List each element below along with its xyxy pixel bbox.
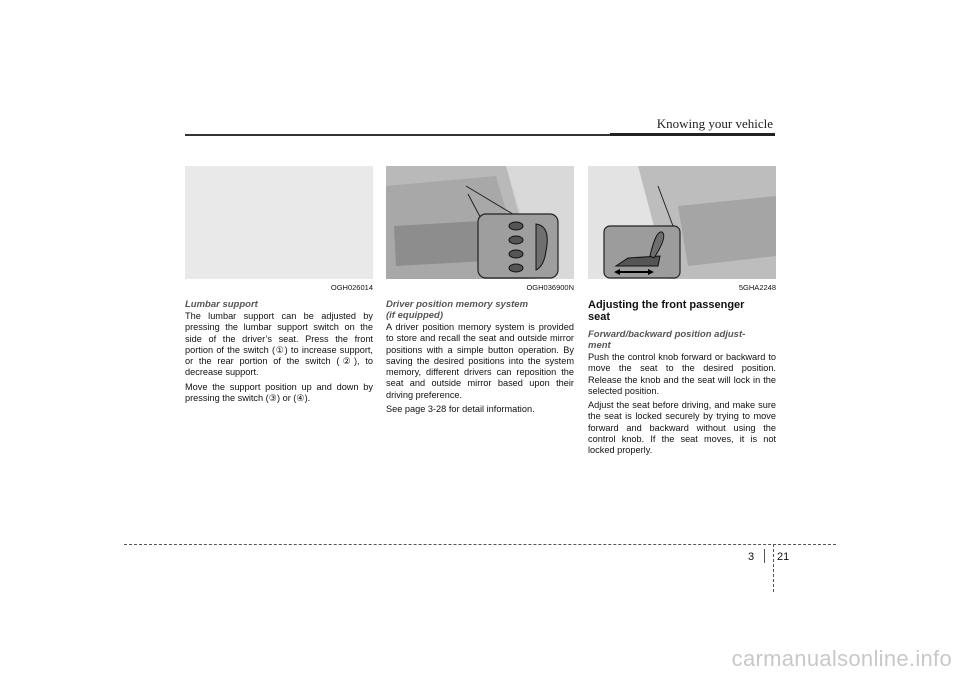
watermark: carmanualsonline.info bbox=[731, 646, 952, 671]
column-memory-system bbox=[386, 166, 574, 418]
footer-vertical-rule bbox=[773, 544, 774, 592]
paragraph: The lumbar support can be adjusted by pressing the lumbar support switch on the side of the driver’s seat. Press the front portion of the switch (①) to increase support, or the rear portion of the switch (②), to decrease support. bbox=[185, 311, 373, 378]
heading-line: seat bbox=[588, 311, 611, 323]
subhead-line: ment bbox=[588, 340, 611, 351]
paragraph: Move the support position up and down by pressing the switch (③) or (④). bbox=[185, 381, 373, 404]
heading-line: Adjusting the front passenger bbox=[588, 299, 745, 311]
subhead-line: Forward/backward position adjust- bbox=[588, 329, 746, 340]
page-number: 21 bbox=[777, 551, 790, 563]
header-rule-accent bbox=[610, 133, 775, 136]
passenger-seat-figure bbox=[588, 166, 776, 279]
paragraph: See page 3-28 for detail information. bbox=[386, 404, 535, 415]
subhead-line: Driver position memory system bbox=[386, 299, 529, 310]
column-passenger-seat bbox=[588, 166, 776, 460]
header-title: Knowing your vehicle bbox=[656, 116, 773, 131]
section-subhead: Lumbar support bbox=[185, 299, 258, 310]
column-lumbar-support bbox=[185, 166, 373, 407]
figure-code: 5GHA2248 bbox=[738, 283, 776, 292]
section-subhead bbox=[386, 299, 574, 321]
figure-code: OGH036900N bbox=[526, 283, 574, 292]
paragraph: A driver position memory system is provided to store and recall the seat and outside mirror positions with a simple button operation. By saving the desired positions into the system memory, different drivers can reposition the seat and outside mirror based upon their driving preference. bbox=[386, 322, 574, 400]
section-subhead bbox=[588, 329, 776, 351]
subhead-line: (if equipped) bbox=[386, 310, 443, 321]
chapter-number: 3 bbox=[748, 551, 755, 563]
memory-buttons-figure bbox=[386, 166, 574, 279]
lumbar-switch-figure bbox=[185, 166, 373, 279]
section-heading bbox=[588, 299, 776, 323]
paragraph: Push the control knob forward or backward to move the seat to the desired position. Release the knob and the seat will lock in the selected position. bbox=[588, 352, 776, 396]
paragraph: Adjust the seat before driving, and make sure the seat is locked securely by trying to move forward and backward without using the control knob. If the seat moves, it is not locked properly. bbox=[588, 400, 776, 456]
page-number-separator bbox=[764, 549, 765, 563]
footer-rule bbox=[124, 544, 836, 545]
figure-code: OGH026014 bbox=[330, 283, 373, 292]
